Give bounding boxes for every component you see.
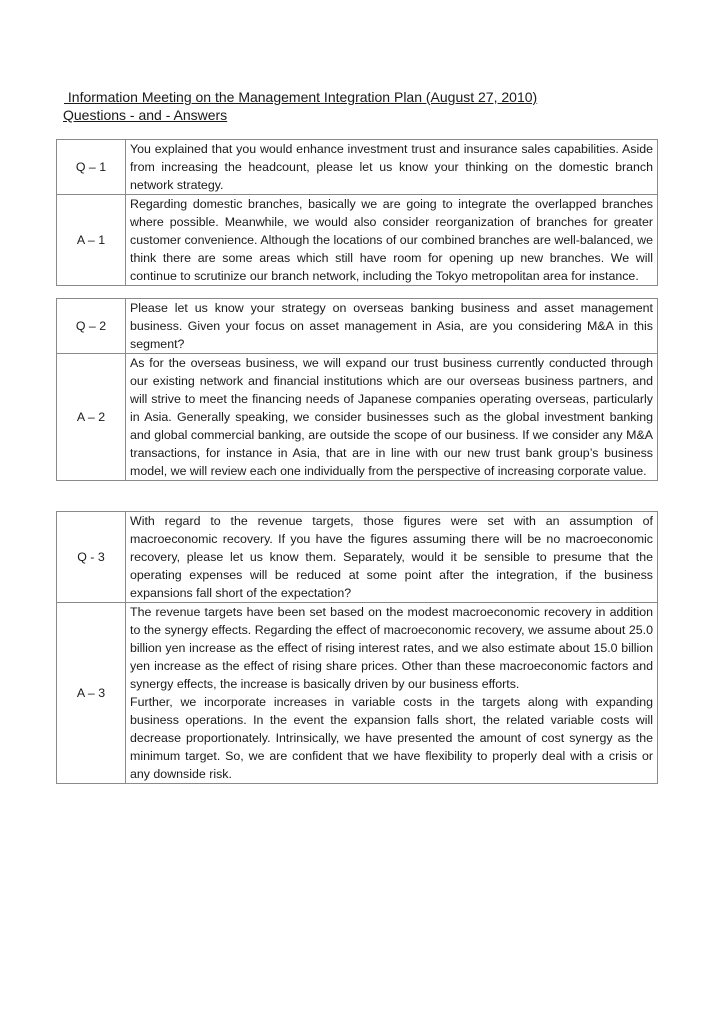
answer-label: A – 2 [57, 354, 126, 481]
question-label: Q - 3 [57, 512, 126, 603]
question-label: Q – 1 [57, 140, 126, 195]
answer-paragraph-2: Further, we incorporate increases in variable costs in the targets along with expanding business operations. In the event the expansion falls short, the related variable costs will decrease proportionately. Intrinsically, we have presented the amount of cost synergy as the minimum target. So, we are confident that we have flexibility to properly deal with a crisis or any downside risk. [130, 695, 653, 781]
answer-text [126, 603, 658, 784]
question-text: Please let us know your strategy on overseas banking business and asset management business. Given your focus on asset management in Asia, are you considering M&A in this segment? [126, 299, 658, 354]
qa-table-3 [56, 511, 658, 784]
answer-label: A – 3 [57, 603, 126, 784]
question-row [57, 299, 658, 354]
question-label: Q – 2 [57, 299, 126, 354]
answer-text: Regarding domestic branches, basically we are going to integrate the overlapped branches where possible. Meanwhile, we would also consider reorganization of branches for greater customer convenience. Although the locations of our combined branches are well-balanced, we think there are some areas which still have room for opening up new branches. We will continue to scrutinize our branch network, including the Tokyo metropolitan area for instance. [126, 195, 658, 286]
qa-table-2 [56, 298, 658, 481]
answer-row [57, 354, 658, 481]
question-text: You explained that you would enhance investment trust and insurance sales capabilities. Aside from increasing the headcount, please let us know your thinking on the domestic branch network strategy. [126, 140, 658, 195]
question-text: With regard to the revenue targets, those figures were set with an assumption of macroeconomic recovery. If you have the figures assuming there will be no macroeconomic recovery, please let us know them. Separately, would it be sensible to presume that the operating expenses will be reduced at some point after the integration, if the business expansions fall short of the expectation? [126, 512, 658, 603]
answer-row [57, 195, 658, 286]
answer-label: A – 1 [57, 195, 126, 286]
document-title: Information Meeting on the Management Integration Plan (August 27, 2010) [64, 89, 538, 105]
document-subtitle: Questions - and - Answers [63, 107, 228, 123]
question-row [57, 512, 658, 603]
answer-text: As for the overseas business, we will expand our trust business currently conducted through our existing network and financial institutions which are our overseas business partners, and will strive to meet the financing needs of Japanese companies operating overseas, particularly in Asia. Generally speaking, we consider businesses such as the global investment banking and global commercial banking, are outside the scope of our business. If we consider any M&A transactions, for instance in Asia, that are in line with our new trust bank group’s business model, we will review each one individually from the perspective of increasing corporate value. [126, 354, 658, 481]
qa-table-1 [56, 139, 658, 286]
question-row [57, 140, 658, 195]
answer-paragraph-1: The revenue targets have been set based on the modest macroeconomic recovery in addition to the synergy effects. Regarding the effect of macroeconomic recovery, we assume about 25.0 billion yen increase as the effect of rising interest rates, and we also estimate about 15.0 billion yen increase as the effect of rising share prices. Other than these macroeconomic factors and synergy effects, the increase is basically driven by our business efforts. [130, 605, 653, 691]
answer-row [57, 603, 658, 784]
